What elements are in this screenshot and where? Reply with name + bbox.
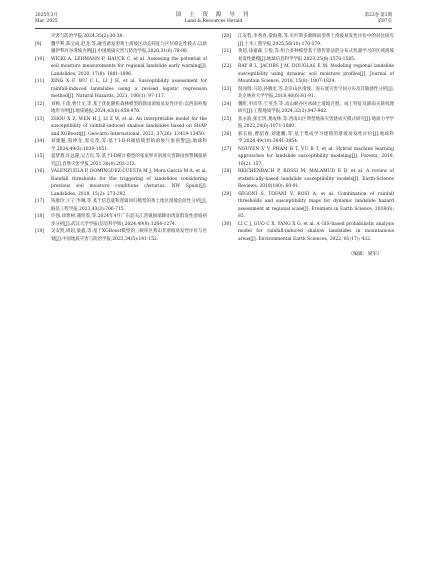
header-date-en: Mar. 2025 bbox=[35, 18, 58, 24]
reference-entry bbox=[222, 101, 394, 116]
reference-text: 倪闯瑞,马超,孙腾龙,等.北京山区滑坡、泥石流灾害空间分布及其敏感性分析[J].北京林业大学学报,2018,40(6):81-91. bbox=[238, 86, 394, 99]
reference-entry bbox=[222, 191, 394, 221]
reference-entry bbox=[35, 198, 207, 213]
reference-number: [10] bbox=[35, 56, 45, 62]
reference-text: 刘帅,王琦,曹仕文,等.基于优化随机森林模型的降雨滑坡易发性评价:以西南岭殷地形为例[J].地质通报,2024,43(6):958-970. bbox=[51, 101, 207, 114]
reference-number: [22] bbox=[222, 64, 232, 69]
reference-number: [21] bbox=[222, 49, 232, 54]
reference-entry bbox=[222, 86, 394, 101]
reference-text: RAY R L, JACOBS J M, DOUGLAS E M. Modeling regional landslide susceptibility using dynamic soil moisture profiles[J]. Journal of Mountain Science, 2018, 15(8): 1807-1824. bbox=[238, 64, 394, 84]
reference-number: [11] bbox=[35, 79, 45, 84]
header-date-cn: 2025年3月 bbox=[35, 13, 58, 18]
reference-number: [23] bbox=[222, 86, 232, 92]
reference-text: 夏梦想,许远隆,吴吉民,等.基于I-D统计模型的张家界市滑坡灾害降雨预警阈值研究[J].自然灾害学报,2021,30(4):203-212. bbox=[51, 154, 207, 167]
reference-entry bbox=[35, 213, 207, 228]
reference-entry bbox=[222, 146, 394, 169]
reference-entry bbox=[35, 56, 207, 79]
reference-text: 黄超,徐嘉森,王悦,等.组合多种模型基于遗传算法的分布式机器学习的区域滑坡易发性建模[J].地球信息科学学报,2023,25(8):1570-1585. bbox=[238, 49, 394, 62]
reference-number: [9] bbox=[35, 41, 42, 47]
reference-number: [26] bbox=[222, 131, 232, 137]
editor-note: （编辑：梁军） bbox=[348, 252, 382, 257]
reference-entry bbox=[35, 41, 207, 56]
reference-number: [24] bbox=[222, 101, 232, 107]
reference-number: [14] bbox=[35, 139, 45, 144]
reference-text: 焦永波,张宏玥,龚成林,等.西南山区典型地质灾害链成灾模式研究[J].地质力学学报,2022,28(6):1071-1080. bbox=[238, 116, 394, 129]
reference-entry bbox=[35, 153, 207, 168]
reference-text: REICHENBACH P, ROSSI M, MALAMUD B D, et al. A review of statistically-based landslide susceptibility models[J]. Earth-Science Reviews, 2018(180): 60-91. bbox=[238, 169, 394, 189]
reference-number: [13] bbox=[35, 116, 45, 122]
header-journal-title bbox=[35, 13, 392, 24]
header-volume-info bbox=[365, 13, 392, 24]
reference-text: 许强,徐繁树,蒲明鉴,等.2024年4月广东韶关江湾镇极端降雨诱发群发性滑坡初步分析[J].武汉大学学报(信息科学版),2024,49(8):1264-1274. bbox=[51, 214, 207, 227]
reference-text: WICKI A, LEHMANN P, HAUCK C, et al. Assessing the potential of soil moisture measurements for regional landslide early warning[J]. Landslides, 2020, 17(8): 1881-1896. bbox=[51, 56, 207, 77]
reference-entry bbox=[222, 33, 394, 48]
reference-entry bbox=[35, 116, 207, 139]
reference-text: 郝长杨,曹韶春,刘建鹏,等.基于集成学习建模的滑坡易发性评价[J].地球科学,2024,49(10):3841-3854. bbox=[238, 131, 394, 144]
reference-entry bbox=[222, 168, 394, 191]
reference-text: VALENZUELA P, DOMÍNGUEZ-CUESTA M J, Mora García M A, et al. Rainfall thresholds for the triggering of landslides considering previous soil moisture conditions (Asturias, NW Spain)[J]. Landslides, 2018, 15(2): 273-282. bbox=[51, 169, 207, 197]
reference-entry bbox=[222, 116, 394, 131]
reference-number: [30] bbox=[222, 221, 232, 227]
reference-number: [20] bbox=[222, 34, 232, 39]
reference-number: [28] bbox=[222, 169, 232, 174]
reference-text: ZHOU X Z, WEN H J, LI Z W, et al. An interpretable model for the susceptibility of rainfall-induced shallow landslides based on SHAP and XGBoost[J]. Geocarto International, 2022, 37(26): 13419-13450. bbox=[51, 116, 207, 137]
header-rule bbox=[35, 28, 392, 29]
reference-number: [25] bbox=[222, 116, 232, 122]
reference-entry bbox=[222, 63, 394, 86]
reference-text: XING X F, WU C L, LI J H, et al. Susceptibility assessment for rainfall-induced landslides using a revised logistic regression method[J]. Natural Hazards, 2021, 106(1): 97-117. bbox=[51, 79, 207, 99]
reference-entry bbox=[35, 78, 207, 101]
reference-entry bbox=[35, 138, 207, 153]
reference-number: [19] bbox=[35, 229, 45, 234]
reference-entry bbox=[35, 101, 207, 116]
reference-text: NGUYEN V V, PHAM B T, VU B T, et al. Hybrid machine learning approaches for landslide susceptibility modeling[J]. Forests, 2019, 10(2): 157. bbox=[238, 146, 394, 167]
header-page-number: 第97页 bbox=[377, 18, 392, 24]
reference-column-right bbox=[222, 33, 394, 259]
reference-number: [12] bbox=[35, 101, 45, 107]
reference-text: 江安程,李秀春,梁海燕,等.贝叶斯多源降雨型黄土滑坡易发性评价中的对比研究[J].土木工程学报,2025,56(10):170-179. bbox=[238, 34, 394, 47]
reference-text: LI C J, GUO C X, YANG X G, et al. A GIS-based probabilistic analysis model for rainfall-induced shallow landslides in mountainous areas[J]. Environmental Earth Sciences, 2022, 81(17): 432. bbox=[238, 221, 394, 242]
reference-list-right bbox=[222, 33, 394, 243]
reference-text: SEGONI S, TOFANI V, ROSI A, et al. Combination of rainfall thresholds and susceptibility maps for dynamic landslide hazard assessment at regional scale[J]. Frontiers in Earth Science, 2018(6): 85. bbox=[238, 191, 394, 219]
reference-number: [17] bbox=[35, 199, 45, 204]
journal-title-cn: 国 土 资 源 导 刊 bbox=[175, 12, 252, 18]
reference-entry bbox=[222, 48, 394, 63]
reference-column-left bbox=[35, 33, 207, 243]
reference-entry bbox=[35, 168, 207, 198]
reference-list-left bbox=[35, 41, 207, 244]
reference-entry bbox=[222, 131, 394, 146]
reference-text: 魏昕,申培华,宁英杰,等.高山峡谷区冰碛土滑坡过程、成土特征及降雨关联机理研究[J].工程地质学报,2024,32(3):947-962. bbox=[238, 101, 394, 114]
reference-number: [27] bbox=[222, 146, 232, 152]
reference-number: [29] bbox=[222, 191, 232, 197]
reference-continuation: 灾害与防治学报,2024,35(2):30-39. bbox=[51, 34, 124, 39]
journal-title-en: Land & Resources Herald bbox=[184, 18, 243, 24]
reference-text: 钱康玲,王子,李琳,等.基于信息量和逻辑回归模型的黄土地区滑坡危险性分析[J].路基工程学报,2023,43(3):706-715. bbox=[51, 199, 207, 212]
reference-number: [18] bbox=[35, 214, 45, 219]
reference-number: [16] bbox=[35, 169, 45, 174]
reference-number: [15] bbox=[35, 154, 45, 159]
reference-entry bbox=[222, 221, 394, 244]
reference-text: 刘建魁,殷坤龙,郭克茂,等.基于I-D-R阈值模型的滑坡气象预警[J].地球科学,2024,49(3):1039-1051. bbox=[51, 139, 207, 152]
reference-text: 吴安凯,周超,梁鑫,等.基于XGBoost模型的三峡库区燕山非滑坡易发性评价与区划[J].中国地质灾害与防治学报,2023,34(5):141-152. bbox=[51, 229, 207, 242]
header-volume: 第22卷 第1期 bbox=[364, 13, 392, 18]
reference-text: 魏学利,陈宝成,赵龙,等.融雪诱发型黄土滑坡区动态特征与区位稳定性模式:以新疆伊犁河谷滑坡为例[J].中国地质灾害与防治学报,2020,31(6):78-90. bbox=[51, 41, 207, 54]
reference-entry bbox=[35, 228, 207, 243]
